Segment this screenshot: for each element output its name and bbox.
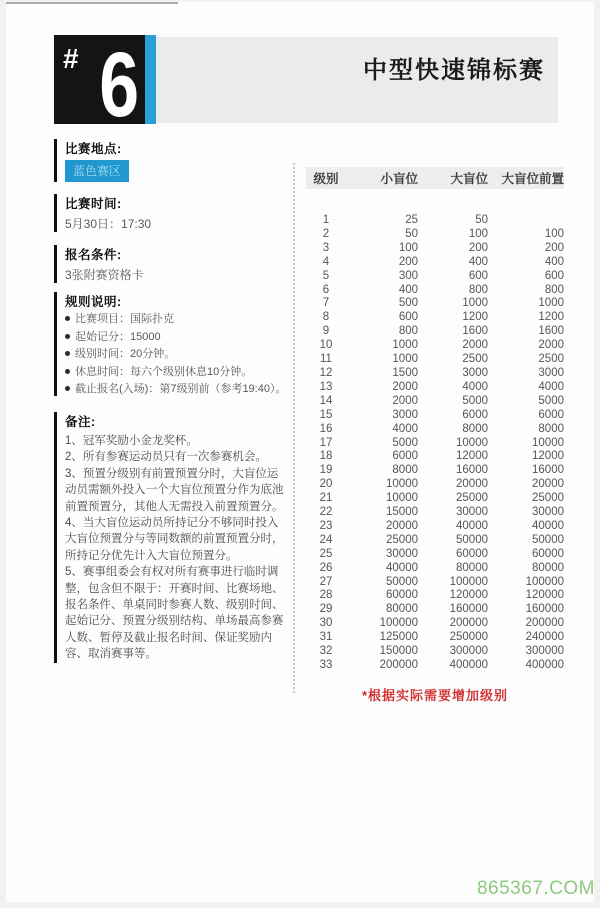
table-header-row [306, 167, 564, 189]
ante-cell: 100000 [525, 575, 564, 588]
small-blind-cell: 50 [405, 227, 418, 240]
ante-cell: 2000 [538, 339, 564, 352]
big-blind-cell: 3000 [462, 366, 488, 379]
section-notes [54, 412, 288, 663]
ante-cell: 1200 [538, 311, 564, 324]
table-row [306, 520, 564, 534]
big-blind-cell: 100 [468, 227, 488, 240]
level-cell: 32 [319, 645, 333, 658]
ante-cell: 100 [544, 227, 564, 240]
ante-cell: 8000 [538, 422, 564, 435]
table-row [306, 270, 564, 284]
ante-cell: 120000 [525, 589, 564, 602]
ante-cell: 2500 [538, 353, 564, 366]
level-cell: 22 [319, 506, 333, 519]
ante-cell: 25000 [532, 492, 564, 505]
table-row [306, 311, 564, 325]
section-entry [54, 245, 288, 283]
ante-cell: 300000 [525, 645, 564, 658]
level-cell: 11 [320, 353, 332, 366]
ante-cell: 600 [544, 269, 564, 282]
rule-text: 起始记分：15000 [75, 330, 161, 343]
blinds-table [306, 167, 564, 673]
big-blind-cell: 160000 [449, 603, 488, 616]
small-blind-cell: 1500 [392, 366, 418, 379]
ante-cell: 60000 [532, 547, 564, 560]
table-row [306, 256, 564, 270]
table-row [306, 478, 564, 492]
small-blind-cell: 10000 [386, 478, 418, 491]
note-item: 1、冠军奖励小金龙奖杯。 [65, 435, 198, 447]
level-cell: 30 [319, 617, 333, 630]
small-blind-cell: 1000 [392, 353, 418, 366]
ante-cell: 50000 [532, 533, 564, 546]
level-cell: 17 [319, 436, 333, 449]
table-row [306, 645, 564, 659]
bullet-icon [65, 386, 70, 391]
table-row [306, 589, 564, 603]
big-blind-cell: 800 [468, 283, 488, 296]
ante-cell: 80000 [532, 561, 564, 574]
ante-cell: 200000 [525, 617, 564, 630]
time-value: 5月30日：17:30 [65, 217, 152, 231]
small-blind-cell: 3000 [392, 408, 418, 421]
level-cell: 10 [319, 339, 333, 352]
table-row [306, 339, 564, 353]
hash-glyph: # [63, 43, 79, 74]
small-blind-cell: 400 [398, 283, 418, 296]
big-blind-cell: 12000 [456, 450, 488, 463]
notes-list [65, 433, 288, 663]
section-rules [54, 292, 288, 396]
bullet-icon [65, 351, 70, 356]
level-cell: 12 [319, 366, 333, 379]
big-blind-cell: 120000 [449, 589, 488, 602]
table-row [306, 381, 564, 395]
small-blind-cell: 200000 [379, 659, 418, 671]
big-blind-cell: 600 [468, 269, 488, 282]
big-blind-cell: 100000 [449, 575, 488, 588]
big-blind-cell: 400000 [449, 659, 488, 671]
ante-cell: 4000 [538, 380, 564, 393]
rule-item [65, 383, 288, 396]
table-row [306, 603, 564, 617]
level-cell: 25 [319, 547, 333, 560]
header-ante: 大盲位前置 [501, 172, 564, 186]
table-row [306, 297, 564, 311]
small-blind-cell: 4000 [392, 422, 418, 435]
level-cell: 28 [319, 589, 333, 602]
table-row [306, 464, 564, 478]
table-row [306, 367, 564, 381]
big-blind-cell: 250000 [449, 631, 488, 644]
level-cell: 5 [322, 269, 330, 282]
level-cell: 33 [319, 659, 333, 671]
header-big-blind: 大盲位 [450, 172, 488, 186]
section-location [54, 139, 288, 182]
ante-cell: 40000 [532, 519, 564, 532]
level-cell: 3 [322, 241, 330, 254]
rules-list [65, 313, 288, 396]
big-blind-cell: 200 [468, 241, 488, 254]
section-time [54, 194, 288, 232]
small-blind-cell: 125000 [379, 631, 418, 644]
table-row [306, 450, 564, 464]
level-cell: 4 [322, 255, 330, 268]
zone-badge: 蓝色赛区 [65, 160, 129, 182]
ante-cell: 10000 [532, 436, 564, 449]
small-blind-cell: 300 [398, 269, 418, 282]
table-footnote: *根据实际需要增加级别 [361, 688, 509, 703]
ante-cell: 12000 [532, 450, 564, 463]
info-column [54, 139, 288, 663]
table-row [306, 423, 564, 437]
ante-cell: 1600 [538, 325, 564, 338]
small-blind-cell: 2000 [392, 394, 418, 407]
bullet-icon [65, 316, 70, 321]
small-blind-cell: 1000 [392, 339, 418, 352]
table-row [306, 534, 564, 548]
table-row [306, 242, 564, 256]
big-blind-cell: 200000 [449, 617, 488, 630]
ante-cell: 400 [544, 255, 564, 268]
big-blind-cell: 40000 [456, 519, 488, 532]
rule-text: 级别时间：20分钟。 [75, 348, 176, 360]
title-bar [156, 37, 558, 123]
ante-cell: 6000 [538, 408, 564, 421]
rule-item [65, 348, 288, 361]
rule-item [65, 366, 288, 379]
table-row [306, 506, 564, 520]
ante-cell: 160000 [525, 603, 564, 616]
big-blind-cell: 5000 [462, 394, 488, 407]
big-blind-cell: 4000 [462, 380, 488, 393]
big-blind-cell: 2000 [462, 339, 488, 352]
table-row [306, 617, 564, 631]
small-blind-cell: 50000 [386, 575, 418, 588]
big-blind-cell: 2500 [462, 353, 488, 366]
level-cell: 20 [319, 478, 333, 491]
big-blind-cell: 10000 [456, 436, 488, 449]
ante-cell: 240000 [525, 631, 564, 644]
small-blind-cell: 15000 [386, 506, 418, 519]
table-row [306, 631, 564, 645]
level-cell: 23 [319, 519, 333, 532]
notes-label: 备注: [65, 415, 96, 429]
small-blind-cell: 25 [405, 214, 418, 226]
note-item: 4、当大盲位运动员所持记分不够同时投入大盲位预置分与等同数额的前置预置分时，所持记分优先计入大盲位预置分。 [65, 517, 284, 562]
event-title: 中型快速锦标赛 [363, 57, 545, 84]
ante-cell: 20000 [532, 478, 564, 491]
table-row [306, 659, 564, 673]
ante-cell: 400000 [525, 659, 564, 671]
note-item: 3、预置分级别有前置预置分时，大盲位运动员需额外投入一个大盲位预置分作为底池前置预置分，其他人无需投入前置预置分。 [65, 467, 284, 513]
big-blind-cell: 50 [475, 214, 488, 226]
photo-edge-artifact [6, 2, 178, 4]
note-item: 2、所有参赛运动员只有一次参赛机会。 [65, 451, 267, 464]
table-body [306, 214, 564, 673]
note-item: 5、赛事组委会有权对所有赛事进行临时调整，包含但不限于：开赛时间、比赛场地、报名条件、单桌同时参赛人数、级别时间、起始记分、预置分级别结构、单场最高参赛人数、暂停及截止报名时间、保证奖励内容、取消赛事等。 [65, 566, 284, 661]
level-cell: 2 [322, 227, 330, 240]
table-row [306, 214, 564, 228]
table-row [306, 228, 564, 242]
small-blind-cell: 40000 [386, 561, 418, 574]
big-blind-cell: 30000 [456, 506, 488, 519]
big-blind-cell: 25000 [456, 492, 488, 505]
table-row [306, 437, 564, 451]
rule-text: 比赛项目：国际扑克 [75, 313, 174, 325]
rule-text: 休息时间：每六个级别休息10分钟。 [75, 365, 253, 378]
level-cell: 19 [319, 464, 333, 477]
small-blind-cell: 6000 [392, 450, 418, 463]
small-blind-cell: 100 [398, 241, 418, 254]
rule-text: 截止报名(入场)：第7级别前（参考19:40）。 [75, 383, 287, 395]
big-blind-cell: 60000 [456, 547, 488, 560]
level-cell: 13 [319, 380, 333, 393]
small-blind-cell: 150000 [379, 645, 418, 658]
small-blind-cell: 30000 [386, 547, 418, 560]
level-cell: 18 [319, 450, 333, 463]
level-cell: 31 [319, 631, 333, 644]
level-cell: 29 [319, 603, 333, 616]
level-cell: 16 [319, 422, 333, 435]
level-cell: 8 [322, 311, 330, 324]
big-blind-cell: 400 [468, 255, 488, 268]
table-row [306, 492, 564, 506]
big-blind-cell: 1200 [462, 311, 488, 324]
level-cell: 15 [319, 408, 333, 421]
small-blind-cell: 80000 [386, 603, 418, 616]
level-cell: 9 [322, 325, 330, 338]
small-blind-cell: 2000 [392, 380, 418, 393]
table-row [306, 395, 564, 409]
big-blind-cell: 50000 [456, 533, 488, 546]
time-label: 比赛时间: [65, 197, 122, 211]
bullet-icon [65, 334, 70, 339]
event-number-box [54, 34, 145, 136]
small-blind-cell: 600 [398, 311, 418, 324]
big-blind-cell: 80000 [456, 561, 488, 574]
small-blind-cell: 10000 [386, 492, 418, 505]
watermark: 865367.COM [476, 878, 595, 899]
table-row [306, 409, 564, 423]
table-row [306, 562, 564, 576]
level-cell: 14 [319, 394, 333, 407]
big-blind-cell: 1000 [462, 297, 488, 310]
big-blind-cell: 20000 [456, 478, 488, 491]
level-cell: 21 [319, 492, 333, 505]
small-blind-cell: 60000 [386, 589, 418, 602]
table-row [306, 548, 564, 562]
table-row [306, 576, 564, 590]
big-blind-cell: 16000 [456, 464, 488, 477]
big-blind-cell: 6000 [462, 408, 488, 421]
level-cell: 26 [319, 561, 333, 574]
rule-item [65, 313, 288, 326]
small-blind-cell: 5000 [392, 436, 418, 449]
table-row [306, 353, 564, 367]
entry-label: 报名条件: [65, 248, 122, 262]
small-blind-cell: 25000 [386, 533, 418, 546]
ante-cell: 5000 [538, 394, 564, 407]
small-blind-cell: 8000 [392, 464, 418, 477]
location-label: 比赛地点: [65, 142, 122, 156]
document-card [6, 2, 594, 902]
small-blind-cell: 100000 [379, 617, 418, 630]
ante-cell [488, 214, 564, 228]
level-cell: 7 [322, 297, 330, 310]
small-blind-cell: 20000 [386, 519, 418, 532]
accent-stripe [145, 35, 156, 124]
entry-value: 3张附赛资格卡 [65, 268, 144, 282]
small-blind-cell: 800 [398, 325, 418, 338]
ante-cell: 3000 [538, 366, 564, 379]
ante-cell: 1000 [538, 297, 564, 310]
ante-cell: 200 [544, 241, 564, 254]
rules-label: 规则说明: [65, 295, 122, 309]
table-row [306, 284, 564, 298]
level-cell: 24 [319, 533, 333, 546]
bullet-icon [65, 369, 70, 374]
level-cell: 27 [319, 575, 333, 588]
event-number: 6 [99, 34, 139, 136]
big-blind-cell: 300000 [449, 645, 488, 658]
dotted-divider [293, 163, 295, 693]
small-blind-cell: 200 [398, 255, 418, 268]
table-row [306, 325, 564, 339]
level-cell: 1 [322, 214, 330, 226]
ante-cell: 16000 [532, 464, 564, 477]
big-blind-cell: 8000 [462, 422, 488, 435]
big-blind-cell: 1600 [462, 325, 488, 338]
rule-item [65, 331, 288, 344]
header-level: 级别 [313, 172, 339, 186]
level-cell: 6 [322, 283, 330, 296]
ante-cell: 800 [544, 283, 564, 296]
ante-cell: 30000 [532, 506, 564, 519]
small-blind-cell: 500 [398, 297, 418, 310]
header-small-blind: 小盲位 [380, 172, 418, 186]
